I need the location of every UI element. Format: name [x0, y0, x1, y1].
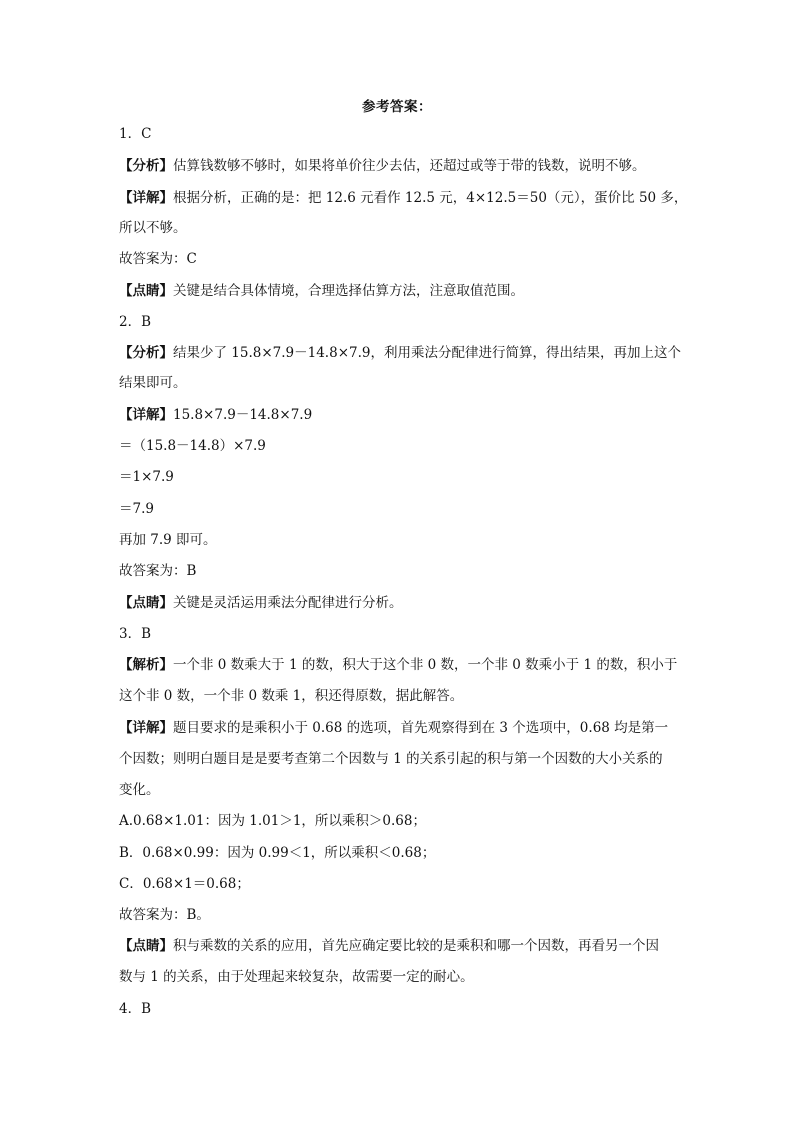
q3-option-a: A.0.68×1.01：因为 1.01＞1，所以乘积＞0.68； [119, 813, 426, 829]
q1-number: 1．C [119, 126, 152, 142]
calc-step: 15.8×7.9－14.8×7.9 [173, 407, 313, 423]
detail-text: 根据分析，正确的是：把 12.6 元看作 12.5 元，4×12.5＝50（元），蛋价比 50 多， [173, 190, 688, 206]
calc-step: 再加 7.9 即可。 [119, 532, 217, 548]
comment-tag: 【点睛】 [119, 283, 173, 299]
calc-step: ＝1×7.9 [119, 469, 174, 485]
q1-detail [119, 188, 689, 208]
calc-step: ＝7.9 [119, 501, 154, 517]
q1-comment [119, 281, 689, 301]
q3-number: 3．B [119, 626, 152, 642]
detail-text: 题目要求的是乘积小于 0.68 的选项，首先观察得到在 3 个选项中，0.68 均是第一 [173, 720, 669, 736]
parse-tag: 【解析】 [119, 657, 173, 673]
q4-number: 4．B [119, 1001, 152, 1017]
comment-text: 关键是结合具体情境，合理选择估算方法，注意取值范围。 [173, 283, 524, 299]
q2-comment [119, 593, 689, 613]
q2-analysis [119, 343, 689, 363]
comment-text: 关键是灵活运用乘法分配律进行分析。 [173, 595, 403, 611]
q3-detail [119, 718, 689, 738]
analysis-tag: 【分析】 [119, 158, 173, 174]
comment-text: 积与乘数的关系的应用，首先应确定要比较的是乘积和哪一个因数，再看另一个因 [173, 938, 659, 954]
q2-number: 2．B [119, 314, 152, 330]
q2-answer: 故答案为：B [119, 563, 197, 579]
q1-detail-cont: 所以不够。 [119, 220, 187, 236]
q3-comment-cont: 数与 1 的关系，由于处理起来较复杂，故需要一定的耐心。 [119, 969, 474, 985]
q2-detail [119, 405, 689, 425]
analysis-tag: 【分析】 [119, 345, 173, 361]
q1-analysis [119, 156, 689, 176]
comment-tag: 【点睛】 [119, 938, 173, 954]
calc-step: ＝（15.8－14.8）×7.9 [119, 438, 266, 454]
q3-comment [119, 936, 689, 956]
q2-analysis-cont: 结果即可。 [119, 375, 187, 391]
analysis-text: 估算钱数够不够时，如果将单价往少去估，还超过或等于带的钱数，说明不够。 [173, 158, 646, 174]
page-title: 参考答案： [362, 99, 432, 115]
q3-detail-cont: 变化。 [119, 782, 160, 798]
detail-tag: 【详解】 [119, 190, 173, 206]
q3-option-b: B．0.68×0.99：因为 0.99＜1，所以乘积＜0.68； [119, 845, 436, 861]
q1-answer: 故答案为：C [119, 251, 197, 267]
parse-text: 一个非 0 数乘大于 1 的数，积大于这个非 0 数，一个非 0 数乘小于 1 的数，积小于 [173, 657, 678, 673]
q3-option-c: C．0.68×1＝0.68； [119, 876, 250, 892]
q3-detail-cont: 个因数；则明白题目是是要考查第二个因数与 1 的关系引起的积与第一个因数的大小关系的 [119, 751, 663, 767]
detail-tag: 【详解】 [119, 720, 173, 736]
q3-answer: 故答案为：B。 [119, 907, 210, 923]
detail-tag: 【详解】 [119, 407, 173, 423]
q3-parse [119, 655, 689, 675]
analysis-text: 结果少了 15.8×7.9－14.8×7.9，利用乘法分配律进行简算，得出结果，再加上这个 [173, 345, 681, 361]
q3-parse-cont: 这个非 0 数，一个非 0 数乘 1，积还得原数，据此解答。 [119, 688, 464, 704]
comment-tag: 【点睛】 [119, 595, 173, 611]
